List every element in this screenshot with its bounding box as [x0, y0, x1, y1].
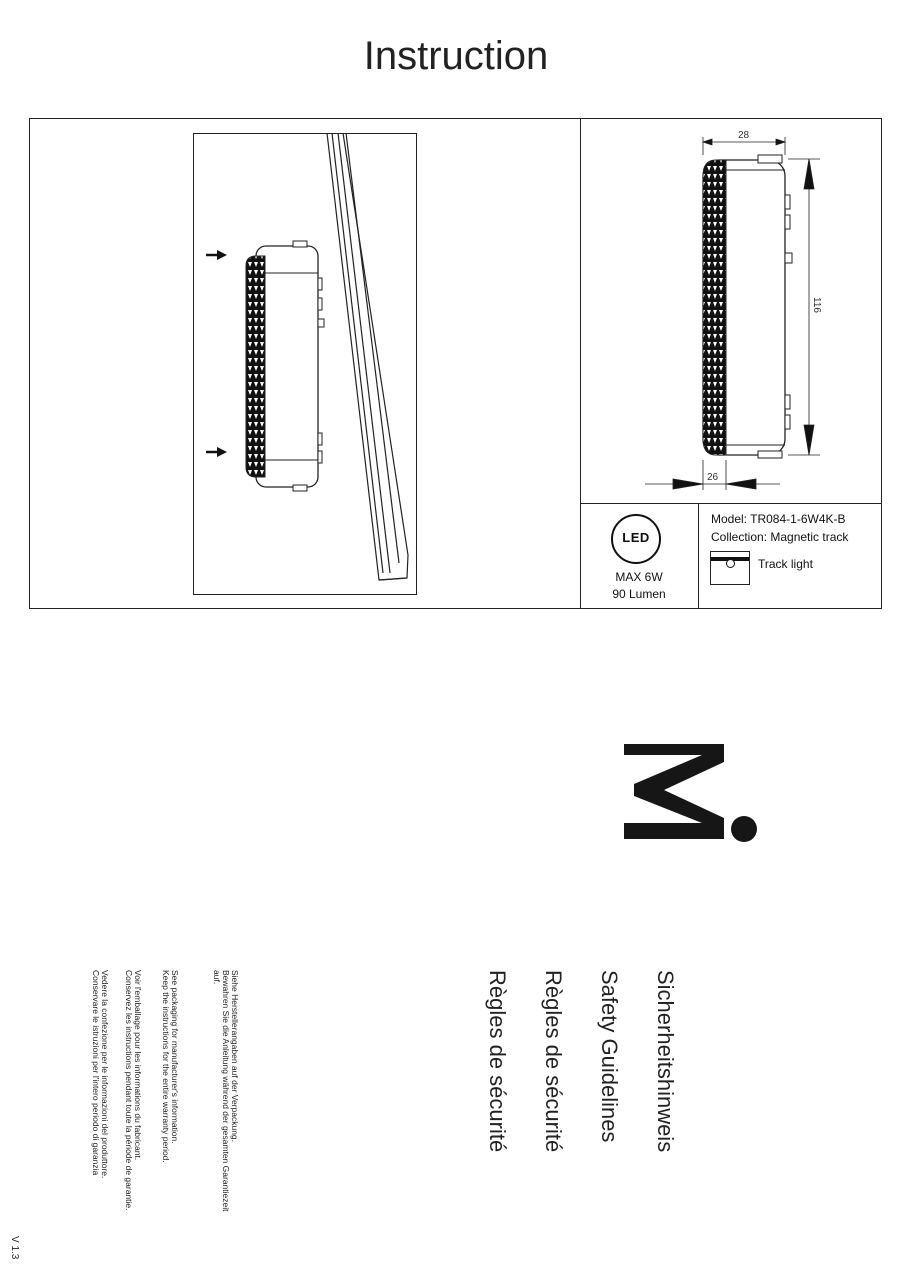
track-rail: [327, 133, 408, 580]
max-power: MAX 6W: [615, 570, 663, 584]
safety-heading-en: Safety Guidelines: [597, 970, 622, 1143]
safety-text-it-1: Vedere la confezione per le informazioni del produttore.: [100, 970, 110, 1179]
safety-text-fr-2: Conservez les instructions pendant toute la période de garantie.: [124, 970, 134, 1211]
spec-divider: [698, 503, 699, 609]
dimension-height: 116: [811, 297, 822, 313]
arrow-right-icon: [206, 250, 227, 260]
safety-text-en-1: See packaging for manufacturer's information.: [170, 970, 180, 1144]
version-label: V 1.3: [9, 1236, 20, 1260]
model-number: Model: TR084-1-6W4K-B: [711, 512, 846, 526]
track-light-icon: [710, 551, 750, 585]
safety-text-de-3: auf.: [212, 970, 222, 985]
lumen-output: 90 Lumen: [612, 587, 666, 601]
led-icon: [611, 514, 661, 564]
dimension-width-bottom: 26: [707, 472, 719, 483]
track-light-label: Track light: [758, 557, 813, 571]
safety-text-fr-1: Voir l'emballage pour les informations du fabricant.: [133, 970, 143, 1161]
installation-illustration: [193, 133, 417, 595]
safety-text-it-2: Conservare le istruzioni per l'intero periodo di garanzia: [91, 970, 101, 1176]
brand-logo: [620, 740, 760, 845]
frame-divider-vertical: [580, 118, 581, 609]
dimension-drawing: [640, 125, 840, 495]
track-light-side-view: [703, 155, 792, 458]
safety-heading-fr: Règles de sécurité: [541, 970, 566, 1153]
safety-text-de-2: Bewahren Sie die Anleitung während der gesamten Garantiezeit: [221, 970, 231, 1212]
page-title: Instruction: [363, 34, 549, 78]
track-light-body: [246, 241, 324, 491]
safety-text-de-1: Siehe Herstellerangaben auf der Verpackung.: [230, 970, 240, 1143]
safety-text-en-2: Keep the instructions for the entire warranty period.: [161, 970, 171, 1163]
safety-heading-fr-2: Règles de sécurité: [485, 970, 510, 1153]
arrow-right-icon: [206, 447, 227, 457]
safety-heading-de: Sicherheitshinweis: [653, 970, 678, 1153]
collection-name: Collection: Magnetic track: [711, 530, 849, 544]
frame-divider-horizontal: [580, 503, 882, 504]
led-badge-label: LED: [622, 530, 650, 545]
dimension-width-top: 28: [738, 130, 750, 141]
